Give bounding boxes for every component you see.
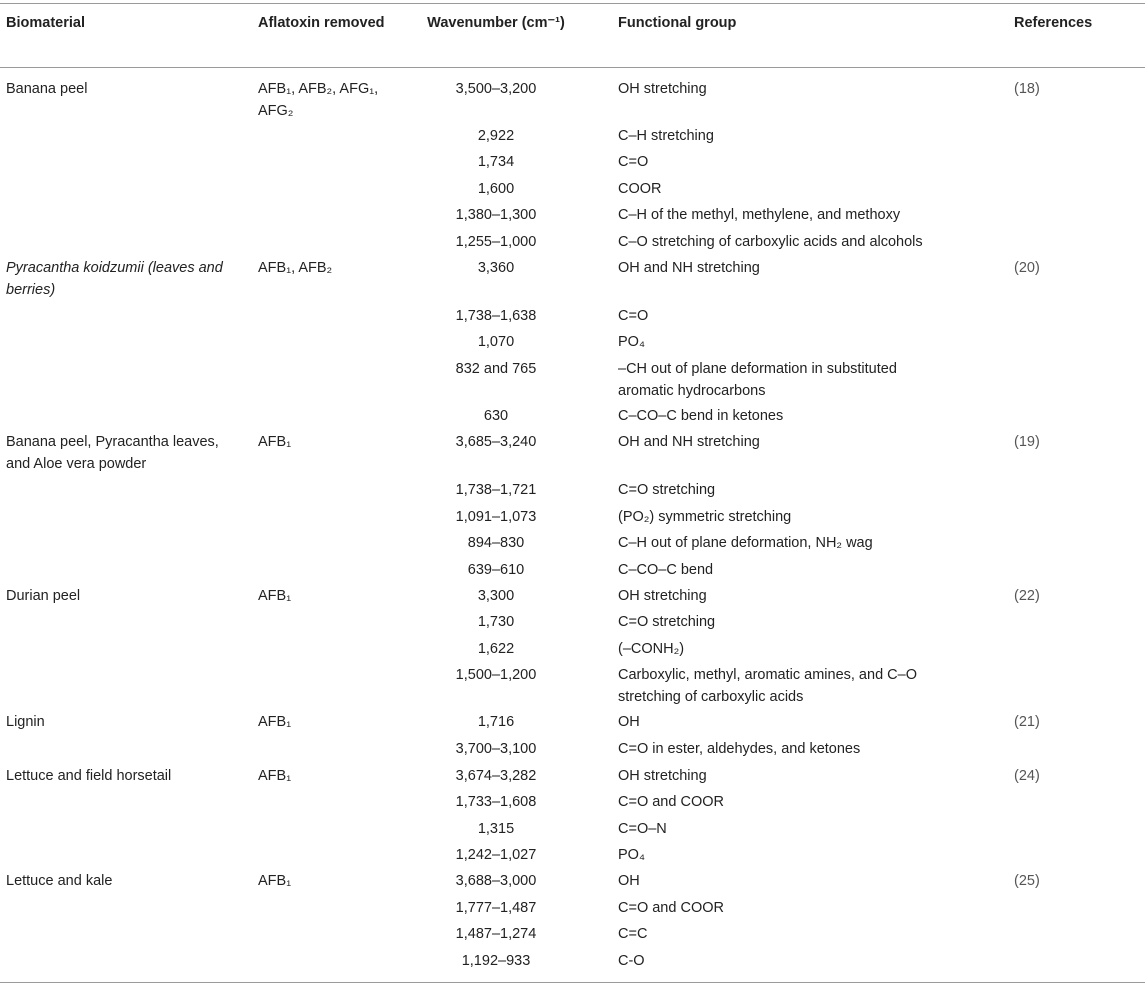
reference-link[interactable]: (20) bbox=[1014, 260, 1040, 276]
aflatoxin-cell: AFB₁, AFB₂ bbox=[258, 260, 333, 276]
aflatoxin-cell: AFB₁ bbox=[258, 873, 292, 889]
header-wavenumber: Wavenumber (cm⁻¹) bbox=[427, 15, 565, 31]
functional-group-cell: C=O–N bbox=[618, 821, 667, 837]
table-top-rule bbox=[0, 3, 1145, 4]
functional-group-cell: OH and NH stretching bbox=[618, 260, 760, 276]
aflatoxin-cell: AFB₁ bbox=[258, 588, 292, 604]
functional-group-cell: C–O stretching of carboxylic acids and alcohols bbox=[618, 234, 923, 250]
wavenumber-cell: 3,700–3,100 bbox=[455, 741, 537, 757]
wavenumber-cell: 3,674–3,282 bbox=[455, 768, 537, 784]
wavenumber-cell: 1,487–1,274 bbox=[455, 926, 537, 942]
reference-link[interactable]: (25) bbox=[1014, 873, 1040, 889]
wavenumber-cell: 1,734 bbox=[477, 154, 515, 170]
biomaterial-cell: Lettuce and kale bbox=[6, 873, 113, 889]
header-biomaterial: Biomaterial bbox=[6, 15, 85, 31]
functional-group-cell: OH stretching bbox=[618, 81, 707, 97]
functional-group-cell: C=C bbox=[618, 926, 648, 942]
biomaterial-cell: Lettuce and field horsetail bbox=[6, 768, 172, 784]
biomaterial-cell: Banana peel bbox=[6, 81, 88, 97]
reference-link[interactable]: (24) bbox=[1014, 768, 1040, 784]
functional-group-cell: C–H of the methyl, methylene, and methoxy bbox=[618, 207, 901, 223]
wavenumber-cell: 630 bbox=[483, 408, 509, 424]
wavenumber-cell: 2,922 bbox=[477, 128, 515, 144]
aflatoxin-cell: AFB₁ bbox=[258, 714, 292, 730]
wavenumber-cell: 1,600 bbox=[477, 181, 515, 197]
wavenumber-cell: 1,091–1,073 bbox=[455, 509, 537, 525]
functional-group-cell: (–CONH₂) bbox=[618, 641, 685, 657]
wavenumber-cell: 3,360 bbox=[477, 260, 515, 276]
functional-group-cell: C–CO–C bend bbox=[618, 562, 714, 578]
functional-group-cell: C=O and COOR bbox=[618, 794, 724, 810]
wavenumber-cell: 1,738–1,721 bbox=[455, 482, 537, 498]
biomaterial-cell: Durian peel bbox=[6, 588, 81, 604]
functional-group-cell: PO₄ bbox=[618, 847, 645, 863]
functional-group-cell: C=O bbox=[618, 154, 649, 170]
biomaterial-cell: Banana peel, Pyracantha leaves, and Aloe vera powder bbox=[6, 434, 219, 472]
functional-group-cell: OH bbox=[618, 873, 640, 889]
wavenumber-cell: 3,685–3,240 bbox=[455, 434, 537, 450]
functional-group-cell: C=O in ester, aldehydes, and ketones bbox=[618, 741, 861, 757]
wavenumber-cell: 1,380–1,300 bbox=[455, 207, 537, 223]
header-aflatoxin: Aflatoxin removed bbox=[258, 15, 385, 31]
functional-group-cell: OH stretching bbox=[618, 768, 707, 784]
wavenumber-cell: 1,070 bbox=[477, 334, 515, 350]
functional-group-cell: C=O stretching bbox=[618, 482, 716, 498]
biomaterial-cell: Lignin bbox=[6, 714, 45, 730]
wavenumber-cell: 1,315 bbox=[477, 821, 515, 837]
wavenumber-cell: 1,622 bbox=[477, 641, 515, 657]
reference-link[interactable]: (19) bbox=[1014, 434, 1040, 450]
functional-group-cell: C–CO–C bend in ketones bbox=[618, 408, 784, 424]
functional-group-cell: C-O bbox=[618, 953, 645, 969]
wavenumber-cell: 1,500–1,200 bbox=[455, 667, 537, 683]
reference-link[interactable]: (21) bbox=[1014, 714, 1040, 730]
wavenumber-cell: 3,688–3,000 bbox=[455, 873, 537, 889]
wavenumber-cell: 1,733–1,608 bbox=[455, 794, 537, 810]
wavenumber-cell: 1,777–1,487 bbox=[455, 900, 537, 916]
functional-group-cell: C–H out of plane deformation, NH₂ wag bbox=[618, 535, 873, 551]
aflatoxin-cell: AFB₁, AFB₂, AFG₁, AFG₂ bbox=[258, 81, 379, 119]
reference-link[interactable]: (22) bbox=[1014, 588, 1040, 604]
header-references: References bbox=[1014, 15, 1093, 31]
wavenumber-cell: 1,255–1,000 bbox=[455, 234, 537, 250]
aflatoxin-cell: AFB₁ bbox=[258, 768, 292, 784]
functional-group-cell: C=O bbox=[618, 308, 649, 324]
functional-group-cell: Carboxylic, methyl, aromatic amines, and C–O stretching of carboxylic acids bbox=[618, 667, 917, 705]
wavenumber-cell: 1,242–1,027 bbox=[455, 847, 537, 863]
wavenumber-cell: 1,192–933 bbox=[461, 953, 531, 969]
wavenumber-cell: 3,300 bbox=[477, 588, 515, 604]
wavenumber-cell: 1,730 bbox=[477, 614, 515, 630]
aflatoxin-cell: AFB₁ bbox=[258, 434, 292, 450]
wavenumber-cell: 3,500–3,200 bbox=[455, 81, 537, 97]
wavenumber-cell: 639–610 bbox=[467, 562, 525, 578]
functional-group-cell: OH and NH stretching bbox=[618, 434, 760, 450]
functional-group-cell: COOR bbox=[618, 181, 662, 197]
functional-group-cell: –CH out of plane deformation in substituted aromatic hydrocarbons bbox=[618, 361, 897, 399]
wavenumber-cell: 1,738–1,638 bbox=[455, 308, 537, 324]
functional-group-cell: PO₄ bbox=[618, 334, 645, 350]
reference-link[interactable]: (18) bbox=[1014, 81, 1040, 97]
header-rule bbox=[0, 67, 1145, 68]
functional-group-cell: (PO₂) symmetric stretching bbox=[618, 509, 792, 525]
functional-group-cell: OH bbox=[618, 714, 640, 730]
header-functional-group: Functional group bbox=[618, 15, 737, 31]
wavenumber-cell: 1,716 bbox=[477, 714, 515, 730]
biomaterial-species: Pyracantha koidzumii (leaves and berries) bbox=[6, 260, 223, 298]
wavenumber-cell: 832 and 765 bbox=[455, 361, 537, 377]
biomaterial-cell bbox=[6, 258, 238, 301]
table-bottom-rule bbox=[0, 982, 1145, 983]
wavenumber-cell: 894–830 bbox=[467, 535, 525, 551]
functional-group-cell: C=O and COOR bbox=[618, 900, 724, 916]
functional-group-cell: C=O stretching bbox=[618, 614, 716, 630]
functional-group-cell: C–H stretching bbox=[618, 128, 714, 144]
functional-group-cell: OH stretching bbox=[618, 588, 707, 604]
